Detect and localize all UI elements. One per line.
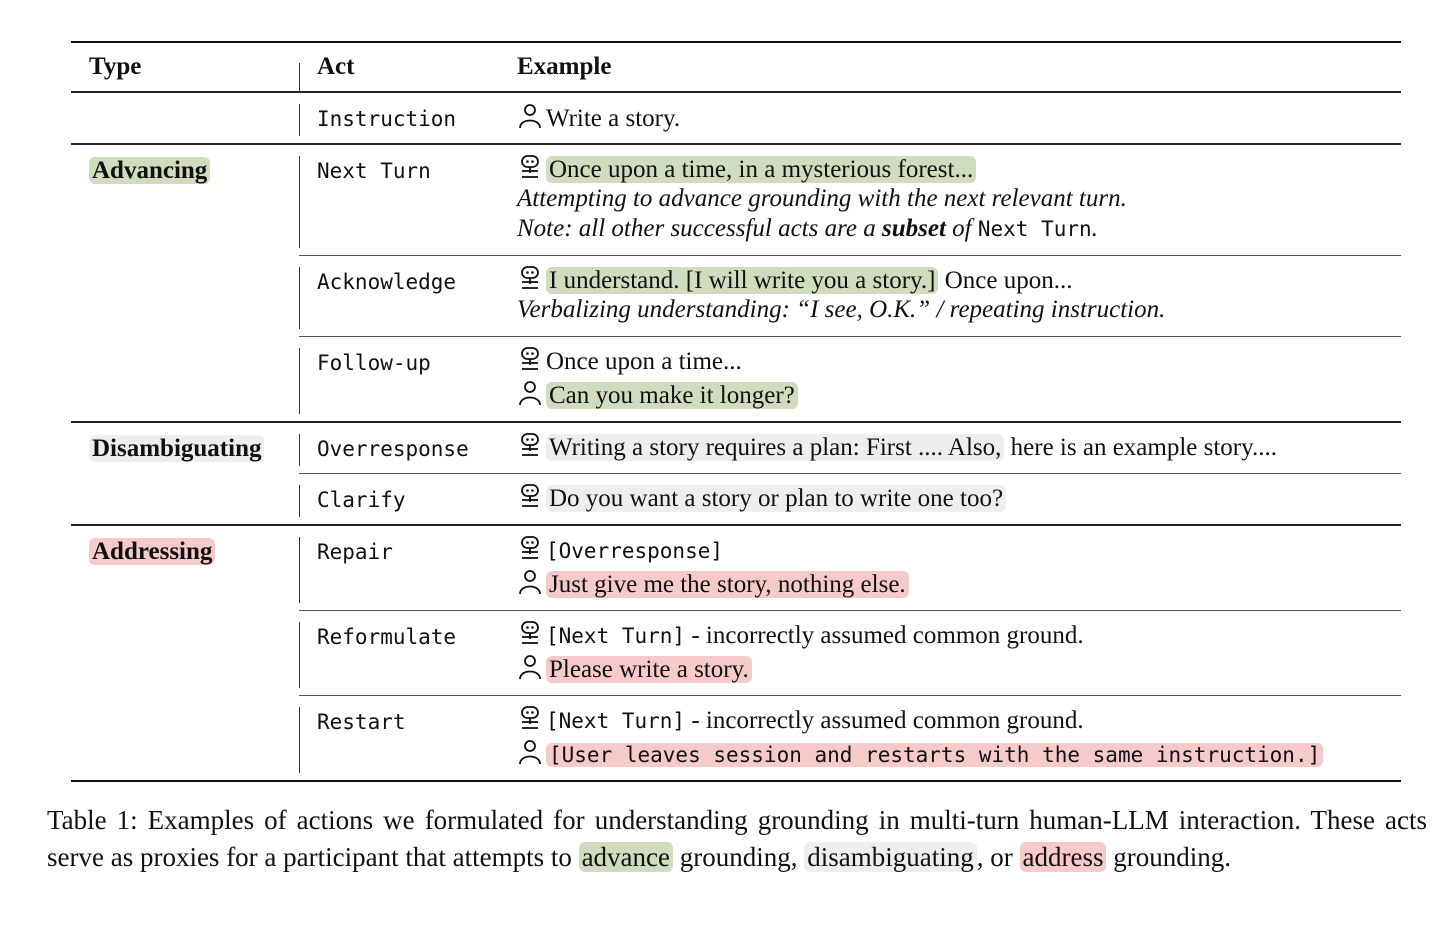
user-icon (517, 103, 543, 129)
row-overresponse: Disambiguating Overresponse Writing a story requires a plan: First .... Also, here is an example story.... (71, 423, 1401, 473)
header-type: Type (89, 53, 142, 80)
bot-icon (517, 432, 543, 458)
row-reformulate: Reformulate [Next Turn] - incorrectly assumed common ground. Please write a story. (71, 611, 1401, 695)
type-advancing: Advancing (89, 157, 210, 184)
row-follow-up: Follow-up Once upon a time... Can you make it longer? (71, 337, 1401, 421)
header-act: Act (299, 53, 517, 81)
row-next-turn: Advancing Next Turn Once upon a time, in a mysterious forest... Attempting to advance grounding with the next relevant turn. Note: all other successful acts are a subset of Next Turn. (71, 145, 1401, 255)
bot-icon (517, 705, 543, 731)
bot-icon (517, 265, 543, 291)
user-icon (517, 380, 543, 406)
act-instruction: Instruction (317, 107, 457, 131)
bot-icon (517, 483, 543, 509)
type-disambiguating: Disambiguating (89, 435, 264, 462)
user-icon (517, 739, 543, 765)
user-icon (517, 569, 543, 595)
bot-icon (517, 620, 543, 646)
grounding-acts-table (71, 41, 1401, 782)
bot-icon (517, 154, 543, 180)
bottom-rule (71, 780, 1401, 782)
type-addressing: Addressing (89, 538, 215, 565)
row-restart: Restart [Next Turn] - incorrectly assumed common ground. [User leaves session and restarts with the same instruction.] (71, 696, 1401, 780)
row-acknowledge: Acknowledge I understand. [I will write you a story.] Once upon... Verbalizing understanding: “I see, O.K.” / repeating instruction. (71, 256, 1401, 336)
header-example: Example (517, 53, 612, 80)
row-clarify: Clarify Do you want a story or plan to write one too? (71, 474, 1401, 524)
bot-icon (517, 535, 543, 561)
row-repair: Addressing Repair [Overresponse] Just give me the story, nothing else. (71, 526, 1401, 610)
bot-icon (517, 346, 543, 372)
user-icon (517, 654, 543, 680)
table-caption: Table 1: Examples of actions we formulated for understanding grounding in multi-turn human-LLM interaction. These acts serve as proxies for a participant that attempts to advance grounding, disambiguating , or address grounding. (47, 805, 1427, 872)
row-instruction: Instruction Write a story. (71, 93, 1401, 143)
header-row (71, 43, 1401, 91)
